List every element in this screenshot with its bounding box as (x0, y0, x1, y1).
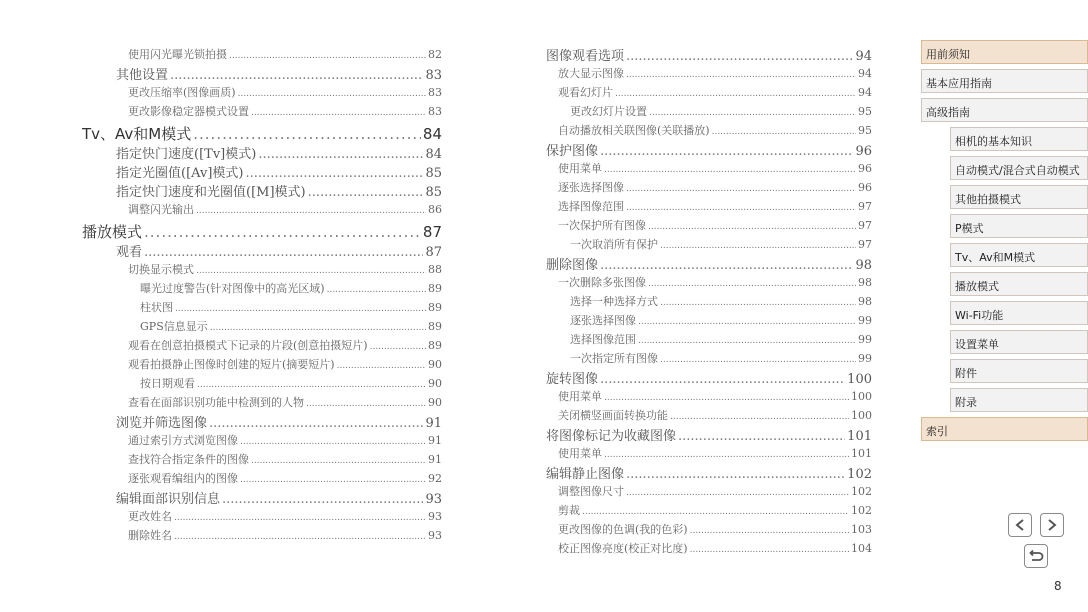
toc-entry-title: 调整图像尺寸 (558, 485, 624, 498)
toc-entry-page: 83 (428, 86, 442, 99)
toc-entry-page: 99 (858, 333, 872, 346)
dot-leader (604, 165, 856, 175)
toc-entry-page: 98 (855, 258, 872, 273)
toc-entry-title: GPS信息显示 (140, 320, 208, 333)
dot-leader (690, 545, 849, 555)
dot-leader (660, 241, 856, 251)
toc-entry-title: 其他设置 (116, 68, 169, 83)
toc-entry[interactable] (558, 179, 872, 195)
toc-entry-title: 指定快门速度([Tv]模式) (116, 147, 257, 162)
chevron-left-icon[interactable] (1008, 513, 1032, 537)
toc-entry-page: 88 (428, 263, 442, 276)
toc-entry-page: 96 (858, 181, 872, 194)
toc-entry-title: 使用菜单 (558, 162, 602, 175)
toc-entry[interactable] (116, 412, 442, 431)
toc-entry-page: 97 (858, 219, 872, 232)
toc-entry[interactable] (546, 254, 872, 273)
toc-entry-page: 91 (425, 416, 442, 431)
toc-entry[interactable] (128, 46, 442, 62)
toc-entry[interactable] (570, 236, 872, 252)
nav-tab[interactable]: Wi-Fi功能 (950, 301, 1088, 325)
nav-tab[interactable]: 设置菜单 (950, 330, 1088, 354)
dot-leader (306, 399, 426, 409)
toc-entry-title: 更改姓名 (128, 510, 172, 523)
toc-entry-title: 选择一种选择方式 (570, 295, 658, 308)
toc-entry-title: 柱状图 (140, 301, 173, 314)
dot-leader (626, 488, 849, 498)
toc-entry[interactable] (128, 470, 442, 486)
dot-leader (604, 393, 849, 403)
toc-entry-title: 一次取消所有保护 (570, 238, 658, 251)
toc-entry-title: 观看拍摄静止图像时创建的短片(摘要短片) (128, 358, 335, 371)
toc-entry[interactable] (140, 299, 442, 315)
toc-entry-page: 98 (858, 276, 872, 289)
toc-entry[interactable] (116, 181, 442, 200)
toc-entry-page: 90 (428, 396, 442, 409)
toc-entry[interactable] (140, 280, 442, 296)
dot-leader (600, 144, 853, 159)
toc-entry-page: 98 (858, 295, 872, 308)
toc-entry-title: 曝光过度警告(针对图像中的高光区域) (140, 282, 325, 295)
nav-tab[interactable]: Tv、Av和M模式 (950, 243, 1088, 267)
toc-entry-page: 94 (858, 86, 872, 99)
toc-entry-page: 95 (858, 105, 872, 118)
toc-entry[interactable] (558, 483, 872, 499)
toc-entry-title: 删除图像 (546, 258, 599, 273)
dot-leader (626, 203, 856, 213)
toc-entry-page: 83 (428, 105, 442, 118)
toc-entry-page: 104 (851, 542, 872, 555)
page-number: 8 (1054, 579, 1062, 593)
toc-entry[interactable] (558, 540, 872, 556)
toc-entry-title: 指定快门速度和光圈值([M]模式) (116, 185, 306, 200)
toc-entry[interactable] (116, 162, 442, 181)
dot-leader (193, 125, 421, 143)
toc-entry-page: 99 (858, 352, 872, 365)
toc-entry[interactable] (128, 508, 442, 524)
toc-entry[interactable] (128, 394, 442, 410)
toc-entry-title: 观看幻灯片 (558, 86, 613, 99)
toc-entry[interactable] (558, 84, 872, 100)
toc-entry[interactable] (558, 65, 872, 81)
toc-entry-title: 校正图像亮度(校正对比度) (558, 542, 688, 555)
dot-leader (196, 206, 426, 216)
toc-entry-title: 浏览并筛选图像 (116, 416, 208, 431)
return-icon[interactable] (1024, 544, 1048, 568)
toc-entry-title: 更改影像稳定器模式设置 (128, 105, 249, 118)
toc-entry-title: Tv、Av和M模式 (82, 125, 192, 143)
toc-entry-page: 90 (428, 377, 442, 390)
toc-entry-page: 97 (858, 200, 872, 213)
dot-leader (170, 68, 423, 83)
toc-entry-page: 101 (847, 429, 872, 444)
dot-leader (251, 456, 426, 466)
toc-entry-page: 95 (858, 124, 872, 137)
toc-entry-title: 查看在面部识别功能中检测到的人物 (128, 396, 304, 409)
dot-leader (690, 526, 849, 536)
toc-entry[interactable] (128, 84, 442, 100)
dot-leader (649, 108, 856, 118)
toc-entry[interactable] (570, 293, 872, 309)
dot-leader (238, 89, 426, 99)
toc-entry-title: 选择图像范围 (570, 333, 636, 346)
toc-entry-title: 自动播放相关联图像(关联播放) (558, 124, 710, 137)
nav-tab[interactable]: 附件 (950, 359, 1088, 383)
toc-entry-page: 85 (425, 185, 442, 200)
toc-entry-page: 102 (851, 504, 872, 517)
dot-leader (174, 532, 426, 542)
toc-entry[interactable] (558, 274, 872, 290)
toc-entry-page: 102 (847, 467, 872, 482)
dot-leader (648, 279, 856, 289)
toc-entry-title: 剪裁 (558, 504, 580, 517)
dot-leader (240, 437, 426, 447)
toc-entry-title: 图像观看选项 (546, 49, 625, 64)
toc-entry-page: 96 (858, 162, 872, 175)
nav-tab[interactable]: 索引 (921, 417, 1088, 441)
toc-entry-page: 93 (425, 492, 442, 507)
toc-entry-title: 调整闪光输出 (128, 203, 194, 216)
dot-leader (196, 266, 426, 276)
toc-entry-title: 选择图像范围 (558, 200, 624, 213)
dot-leader (600, 258, 853, 273)
toc-entry-page: 96 (855, 144, 872, 159)
dot-leader (660, 355, 856, 365)
nav-tab[interactable]: 附录 (950, 388, 1088, 412)
toc-entry[interactable] (570, 312, 872, 328)
toc-entry-page: 87 (425, 245, 442, 260)
toc-entry[interactable] (558, 198, 872, 214)
dot-leader (209, 416, 423, 431)
toc-entry[interactable] (82, 221, 442, 242)
toc-entry-page: 100 (851, 390, 872, 403)
toc-entry[interactable] (128, 527, 442, 543)
toc-entry-page: 84 (422, 125, 442, 143)
toc-entry-title: 一次删除多张图像 (558, 276, 646, 289)
toc-entry-title: 逐张选择图像 (570, 314, 636, 327)
toc-entry-title: 使用菜单 (558, 390, 602, 403)
toc-entry[interactable] (558, 160, 872, 176)
toc-entry[interactable] (128, 261, 442, 277)
toc-entry-title: 将图像标记为收藏图像 (546, 429, 677, 444)
toc-entry-page: 89 (428, 282, 442, 295)
toc-entry[interactable] (558, 122, 872, 138)
toc-entry-page: 83 (425, 68, 442, 83)
dot-leader (144, 223, 421, 241)
toc-entry[interactable] (558, 388, 872, 404)
toc-entry-page: 92 (428, 472, 442, 485)
toc-entry[interactable] (570, 103, 872, 119)
toc-entry-page: 85 (425, 166, 442, 181)
dot-leader (582, 507, 849, 517)
dot-leader (327, 285, 426, 295)
toc-entry-title: 观看在创意拍摄模式下记录的片段(创意拍摄短片) (128, 339, 368, 352)
toc-entry-page: 93 (428, 529, 442, 542)
toc-entry-title: 使用闪光曝光锁拍摄 (128, 48, 227, 61)
toc-entry-page: 82 (428, 48, 442, 61)
toc-entry-page: 101 (851, 447, 872, 460)
toc-entry[interactable] (116, 488, 442, 507)
toc-entry[interactable] (128, 103, 442, 119)
toc-entry-title: 按日期观看 (140, 377, 195, 390)
dot-leader (174, 513, 426, 523)
toc-entry-page: 89 (428, 320, 442, 333)
toc-entry-title: 编辑静止图像 (546, 467, 625, 482)
dot-leader (638, 317, 856, 327)
toc-entry-page: 84 (425, 147, 442, 162)
toc-entry[interactable] (558, 445, 872, 461)
toc-entry-page: 90 (428, 358, 442, 371)
toc-entry[interactable] (116, 143, 442, 162)
toc-entry-title: 逐张观看编组内的图像 (128, 472, 238, 485)
dot-leader (648, 222, 856, 232)
toc-entry-title: 更改幻灯片设置 (570, 105, 647, 118)
toc-entry[interactable] (570, 350, 872, 366)
toc-entry[interactable] (546, 140, 872, 159)
toc-entry-title: 指定光圈值([Av]模式) (116, 166, 244, 181)
toc-entry-title: 编辑面部识别信息 (116, 492, 221, 507)
dot-leader (670, 412, 849, 422)
toc-entry[interactable] (140, 318, 442, 334)
toc-entry-page: 87 (422, 223, 442, 241)
toc-entry[interactable] (128, 451, 442, 467)
toc-entry[interactable] (546, 368, 872, 387)
toc-entry-title: 删除姓名 (128, 529, 172, 542)
toc-entry[interactable] (558, 217, 872, 233)
nav-tab[interactable]: 高级指南 (921, 98, 1088, 122)
toc-entry[interactable] (116, 64, 442, 83)
toc-entry-title: 放大显示图像 (558, 67, 624, 80)
toc-entry-title: 查找符合指定条件的图像 (128, 453, 249, 466)
dot-leader (626, 49, 853, 64)
toc-entry-title: 关闭横竖画面转换功能 (558, 409, 668, 422)
toc-entry[interactable] (140, 375, 442, 391)
toc-entry-page: 94 (858, 67, 872, 80)
toc-entry-page: 97 (858, 238, 872, 251)
dot-leader (229, 51, 426, 61)
toc-entry-title: 使用菜单 (558, 447, 602, 460)
dot-leader (246, 166, 424, 181)
dot-leader (660, 298, 856, 308)
dot-leader (251, 108, 426, 118)
nav-tab[interactable]: P模式 (950, 214, 1088, 238)
toc-entry-page: 89 (428, 339, 442, 352)
toc-entry[interactable] (82, 123, 442, 144)
nav-tab[interactable]: 相机的基本知识 (950, 127, 1088, 151)
toc-entry-title: 一次指定所有图像 (570, 352, 658, 365)
toc-entry[interactable] (558, 502, 872, 518)
dot-leader (370, 342, 426, 352)
dot-leader (144, 245, 423, 260)
toc-entry-page: 100 (851, 409, 872, 422)
toc-entry-page: 91 (428, 453, 442, 466)
toc-entry-page: 93 (428, 510, 442, 523)
dot-leader (600, 372, 845, 387)
dot-leader (626, 467, 845, 482)
dot-leader (337, 361, 426, 371)
dot-leader (615, 89, 856, 99)
toc-entry[interactable] (128, 356, 442, 372)
toc-entry[interactable] (128, 432, 442, 448)
dot-leader (258, 147, 423, 162)
toc-entry[interactable] (570, 331, 872, 347)
nav-tab[interactable]: 自动模式/混合式自动模式 (950, 156, 1088, 180)
toc-entry[interactable] (546, 45, 872, 64)
toc-entry[interactable] (546, 463, 872, 482)
dot-leader (604, 450, 849, 460)
toc-entry-page: 94 (855, 49, 872, 64)
toc-entry[interactable] (546, 425, 872, 444)
toc-entry-page: 89 (428, 301, 442, 314)
toc-entry-title: 更改图像的色调(我的色彩) (558, 523, 688, 536)
toc-entry-title: 保护图像 (546, 144, 599, 159)
dot-leader (240, 475, 426, 485)
toc-entry-page: 86 (428, 203, 442, 216)
dot-leader (626, 70, 856, 80)
toc-entry[interactable] (558, 521, 872, 537)
toc-entry-title: 切换显示模式 (128, 263, 194, 276)
dot-leader (210, 323, 426, 333)
dot-leader (638, 336, 856, 346)
toc-entry[interactable] (116, 241, 442, 260)
chevron-right-icon[interactable] (1040, 513, 1064, 537)
dot-leader (175, 304, 426, 314)
dot-leader (712, 127, 856, 137)
nav-tab[interactable]: 用前须知 (921, 40, 1088, 64)
toc-entry-page: 103 (851, 523, 872, 536)
nav-tab[interactable]: 播放模式 (950, 272, 1088, 296)
toc-entry-title: 逐张选择图像 (558, 181, 624, 194)
toc-entry-page: 91 (428, 434, 442, 447)
dot-leader (197, 380, 426, 390)
toc-entry-page: 102 (851, 485, 872, 498)
dot-leader (678, 429, 845, 444)
toc-entry[interactable] (128, 337, 442, 353)
toc-entry-page: 99 (858, 314, 872, 327)
toc-entry-page: 100 (847, 372, 872, 387)
toc-entry[interactable] (558, 407, 872, 423)
dot-leader (222, 492, 423, 507)
dot-leader (308, 185, 424, 200)
toc-entry-title: 旋转图像 (546, 372, 599, 387)
toc-entry-title: 更改压缩率(图像画质) (128, 86, 236, 99)
toc-entry[interactable] (128, 201, 442, 217)
dot-leader (626, 184, 856, 194)
toc-entry-title: 播放模式 (82, 223, 143, 241)
toc-entry-title: 通过索引方式浏览图像 (128, 434, 238, 447)
nav-tab[interactable]: 其他拍摄模式 (950, 185, 1088, 209)
toc-entry-title: 观看 (116, 245, 143, 260)
toc-entry-title: 一次保护所有图像 (558, 219, 646, 232)
nav-tab[interactable]: 基本应用指南 (921, 69, 1088, 93)
